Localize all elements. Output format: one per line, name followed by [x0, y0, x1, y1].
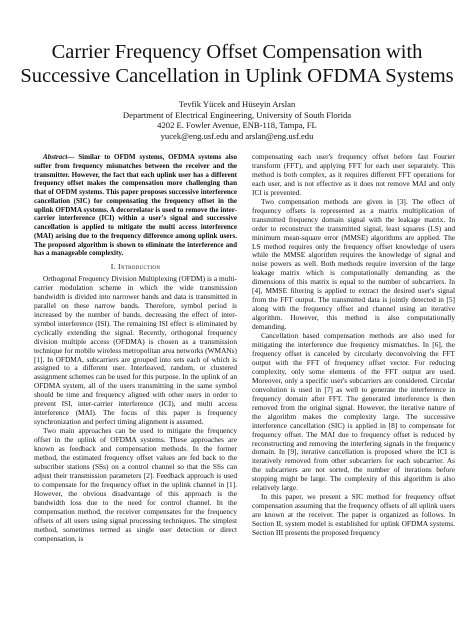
left-column — [34, 153, 237, 544]
body-paragraph: Two compensation methods are given in [3]. The effect of frequency offsets is represented as a matrix multiplication of transmitted frequency domain signal with the leakage matrix. In order to reconstruct the transmitted signal, least squares (LS) and minimum mean-square error (MMSE) algorithms are applied. The LS method requires only the frequency offset knowledge of users while the MMSE algorithm requires the knowledge of signal and noise powers as well. Both methods require inversion of the large leakage matrix which is computationally demanding as the dimensions of this matrix is equal to the number of subcarriers. In [4], MMSE filtering is applied to extract the desired user's signal from the FFT output. The transmitted data is jointly detected in [5] along with the frequency offset and channel using an iterative algorithm. However, this method is also computationally demanding. — [252, 196, 455, 332]
abstract — [34, 153, 237, 258]
author-emails: yucek@eng.usf.edu and arslan@eng.usf.edu — [160, 130, 314, 141]
title-line-2: Successive Cancellation in Uplink OFDMA Systems — [20, 65, 454, 87]
paper-title — [20, 40, 454, 88]
right-column — [252, 153, 455, 538]
author-names: Tevfik Yücek and Hüseyin Arslan — [178, 99, 296, 109]
body-paragraph: In this paper, we present a SIC method for frequency offset compensation assuming that the frequency offsets of all uplink users are known at the receiver. The paper is organized as follows. In Section II, system model is established for uplink OFDMA systems. Section III presents the proposed frequency — [252, 492, 455, 538]
abstract-text: — Similar to OFDM systems, OFDMA systems also suffer from frequency mismatches between the receiver and the transmitter. However, the fact that each uplink user has a different frequency offset makes the compensation more challenging than that of OFDM systems. This paper proposes successive interference cancellation (SIC) for compensating the frequency offset in the uplink OFDMA systems. A decorrelator is used to remove the inter-carrier interference (ICI) within a user's signal and successive cancellation is applied to mitigate the multi access interference (MAI) arising due to the frequency difference among uplink users. The proposed algorithm is shown to eliminate the interference and has a manageable complexity. — [34, 153, 237, 258]
abstract-lead: Abstract — [43, 153, 68, 161]
body-paragraph: compensating each user's frequency offset before fast Fourier transform (FFT), and applying FFT for each user separately. This method is both complex, as it requires different FFT operations for each user, and is not effective as it does not remove MAI and only ICI is prevented. — [252, 152, 455, 197]
affiliation-address: 4202 E. Fowler Avenue, ENB-118, Tampa, FL — [157, 120, 317, 131]
affiliation-department: Department of Electrical Engineering, University of South Florida — [122, 109, 352, 120]
author-block — [20, 99, 454, 141]
body-paragraph: Orthogonal Frequency Division Multiplexing (OFDM) is a multi-carrier modulation scheme in which the wide transmission bandwidth is divided into narrower bands and data is transmitted in parallel on these narrow bands. Therefore, symbol period is increased by the number of bands, decreasing the effect of inter-symbol interference (ISI). The remaining ISI effect is eliminated by cyclically extending the signal. Recently, orthogonal frequency division multiple access (OFDMA) is chosen as a transmission technique for mobile wireless metropolitan area networks (WMANs) [1]. In OFDMA, subcarriers are grouped into sets each of which is assigned to a different user. Interleaved, random, or clustered assignment schemes can be used for this purpose. In the uplink of an OFDMA system, all of the users transmitting in the same symbol should be time and frequency aligned with other users in order to prevent ISI, inter-carrier interference (ICI), and multi access interference (MAI). The focus of this paper is frequency synchronization and perfect timing alignment is assumed. — [34, 273, 237, 427]
title-line-1: Carrier Frequency Offset Compensation with — [51, 41, 423, 63]
section-heading-introduction: I. Introduction — [110, 262, 161, 271]
body-paragraph: Cancellation based compensation methods are also used for mitigating the interference due frequency mismatches. In [6], the frequency offset is canceled by circularly deconvolving the FFT output with the FFT of frequency offset vector. For reducing complexity, only some elements of the FFT output are used. Moreover, only a specific user's subcarriers are considered. Circular convolution is used in [7] as well to generate the interference in frequency domain after FFT. The generated interference is then removed from the original signal. However, the iterative nature of the algorithm makes the complexity large. The successive interference cancellation (SIC) is applied in [8] to compensate for frequency offset. The MAI due to frequency offset is reduced by reconstructing and removing the interfering signals in the frequency domain. In [9], iterative cancellation is proposed where the ICI is iteratively removed from other subcarriers for each subcarrier. As the subcarriers are not sorted, the number of iterations before stopping might be large. The complexity of this algorithm is also relatively large. — [252, 331, 455, 493]
body-paragraph: Two main approaches can be used to mitigate the frequency offset in the uplink of OFDMA systems. These approaches are known as feedback and compensation methods. In the former method, the estimated frequency offset values are fed back to the subscriber stations (SSs) on a control channel so that the SSs can adjust their transmission parameters [2]. Feedback approach is used to compensate for the frequency offset in the uplink channel in [1]. However, the obvious disadvantage of this approach is the bandwidth loss due to the need for control channel. In the compensation method, the receiver compensates for the frequency offsets of all users using signal processing techniques. The simplest method, sometimes termed as single user detection or direct compensation, is — [34, 426, 237, 543]
